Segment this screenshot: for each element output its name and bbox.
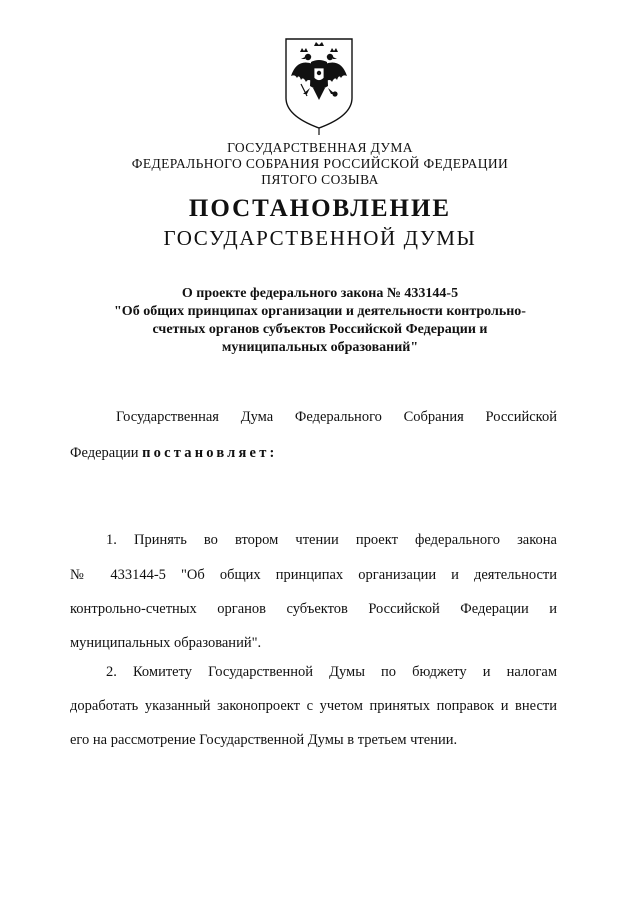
header-org-line-1: ГОСУДАРСТВЕННАЯ ДУМА xyxy=(227,140,413,155)
russian-coat-of-arms-icon xyxy=(283,36,355,136)
subject-line-1: О проекте федерального закона № 433144-5 xyxy=(181,286,459,301)
preamble-line-1: Государственная Дума Федерального Собрания Российской xyxy=(116,409,557,425)
item-1-line-2: № 433144-5 "Об общих принципах организации и деятельности xyxy=(70,567,557,583)
subject-line-3: счетных органов субъектов Российской Федерации и xyxy=(152,322,488,337)
item-1-line-3: контрольно-счетных органов субъектов Российской Федерации и xyxy=(70,601,557,617)
header-org-line-3: ПЯТОГО СОЗЫВА xyxy=(261,172,379,187)
item-2-line-3: его на рассмотрение Государственной Думы в третьем чтении. xyxy=(70,732,458,748)
item-1-line-4: муниципальных образований". xyxy=(70,635,262,651)
item-1-line-1: 1. Принять во втором чтении проект федерального закона xyxy=(106,532,557,548)
preamble-text: Федерации xyxy=(70,445,143,461)
decree-verb: постановляет: xyxy=(142,445,278,461)
subject-line-4: муниципальных образований" xyxy=(221,340,419,355)
item-2-line-1: 2. Комитету Государственной Думы по бюджету и налогам xyxy=(106,664,557,680)
document-title: ПОСТАНОВЛЕНИЕ xyxy=(188,195,452,222)
subject-line-2: "Об общих принципах организации и деятельности контрольно- xyxy=(114,304,526,319)
header-org-line-2: ФЕДЕРАЛЬНОГО СОБРАНИЯ РОССИЙСКОЙ ФЕДЕРАЦИИ xyxy=(131,156,509,171)
document-subtitle: ГОСУДАРСТВЕННОЙ ДУМЫ xyxy=(163,226,477,250)
item-2-line-2: доработать указанный законопроект с учетом принятых поправок и внести xyxy=(70,698,557,714)
preamble-line-2 xyxy=(70,444,557,462)
